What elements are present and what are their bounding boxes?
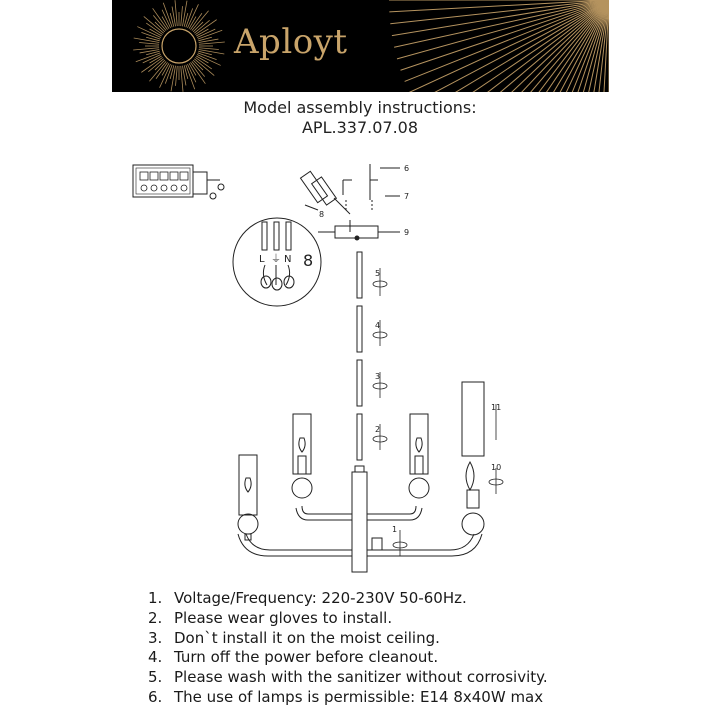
callout-10: 10 [491, 463, 502, 472]
lamp-left-outer [238, 455, 258, 540]
callout-3: 3 [375, 372, 381, 381]
note-item: 1. Voltage/Frequency: 220-230V 50-60Hz. [148, 589, 467, 607]
lamp-right-outer [462, 382, 484, 535]
wire-detail-number: 8 [303, 251, 314, 270]
callout-2: 2 [375, 425, 381, 434]
down-rod-segments [357, 252, 362, 460]
wire-label-neutral: N [284, 254, 292, 265]
callout-5: 5 [375, 269, 381, 278]
model-number: APL.337.07.08 [301, 118, 419, 137]
callout-9: 9 [404, 228, 410, 237]
instruction-notes [148, 589, 548, 708]
wire-label-live: L [259, 254, 265, 265]
callout-4: 4 [375, 321, 381, 330]
callout-6: 6 [404, 164, 410, 173]
title-line: Model assembly instructions: [243, 98, 477, 117]
brand-logo: Aployt [234, 22, 348, 62]
callout-1: 1 [392, 525, 398, 534]
lamp-left-inner [292, 414, 312, 498]
callout-7: 7 [404, 192, 410, 201]
terminal-block-icon [133, 165, 224, 199]
note-item: 2. Please wear gloves to install. [148, 608, 393, 627]
note-item: 3. Don`t install it on the moist ceiling. [148, 628, 440, 647]
chandelier-body [238, 466, 482, 572]
callout-8: 8 [319, 210, 325, 219]
note-item: 6. The use of lamps is permissible: E14 8x40W max [148, 687, 544, 706]
wire-label-earth: ⏚ [271, 254, 281, 265]
note-item: 4. Turn off the power before cleanout. [148, 648, 439, 667]
lamp-right-inner [409, 414, 429, 498]
note-item: 5. Please wash with the sanitizer without corrosivity. [148, 668, 548, 687]
callout-11: 11 [491, 403, 502, 412]
